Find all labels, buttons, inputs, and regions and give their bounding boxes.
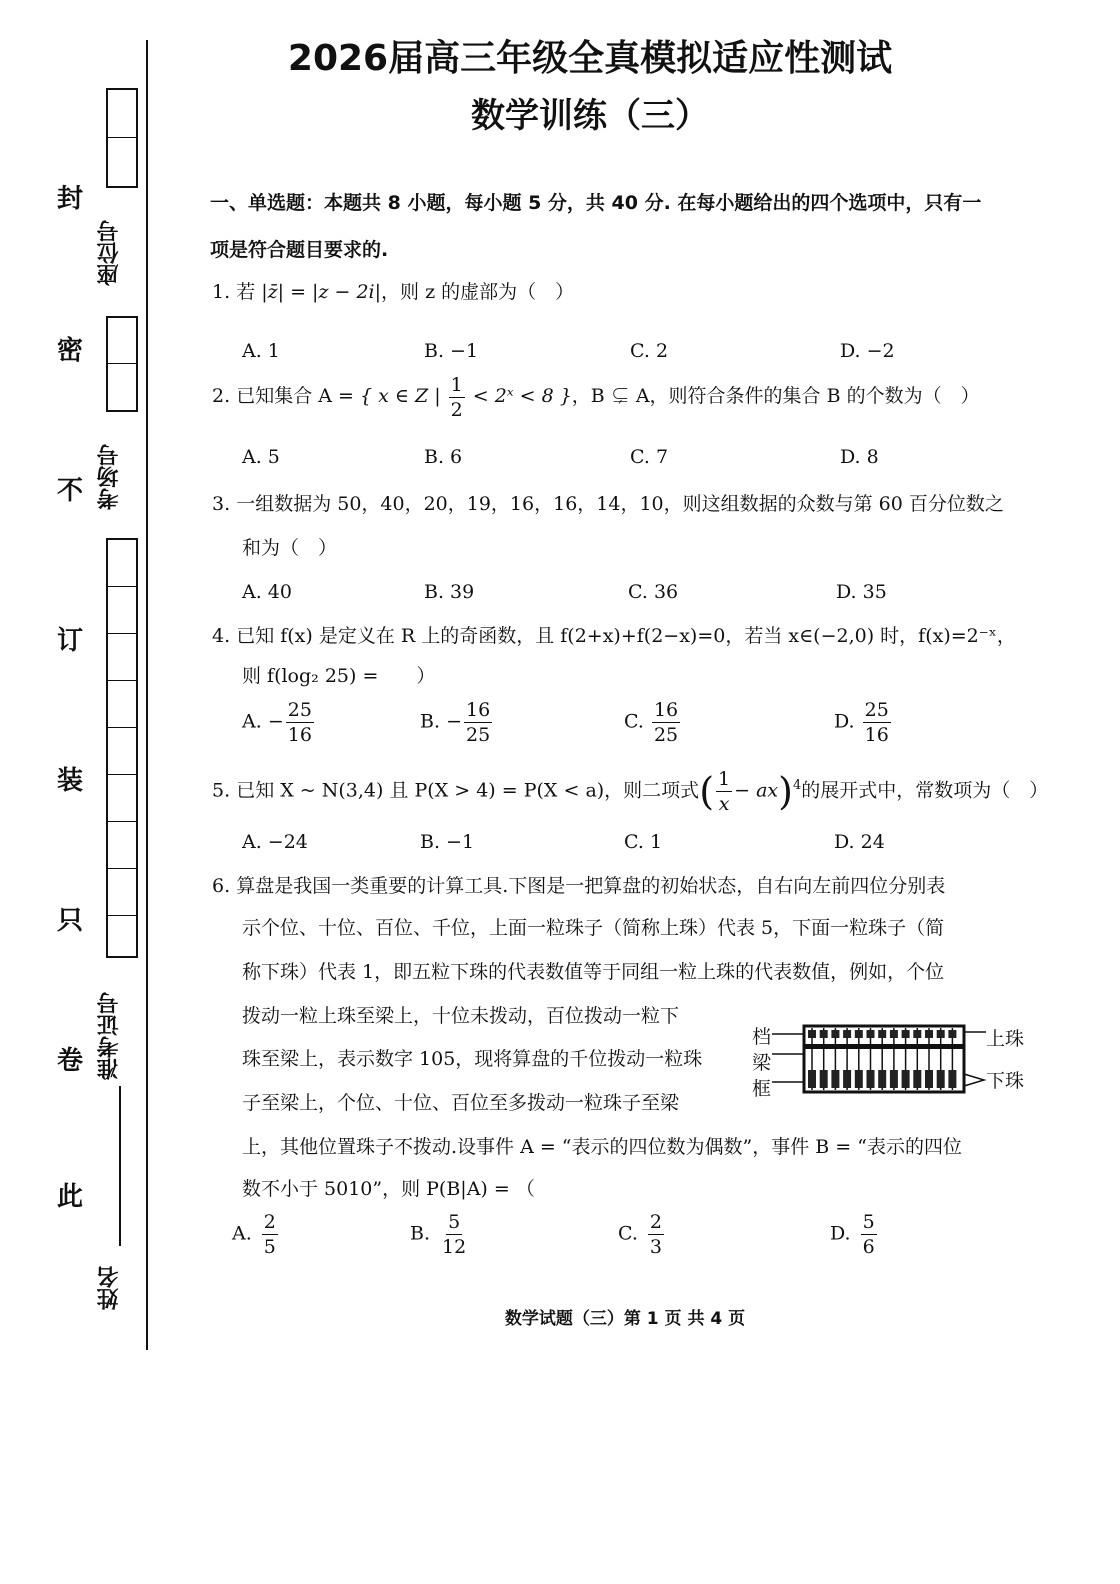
question-4-cont: 则 f(log₂ 25) = ） — [242, 665, 436, 687]
q3-option-c: C. 36 — [628, 581, 679, 603]
abacus-lower-bead — [925, 1070, 933, 1088]
question-number: 1. — [212, 281, 231, 303]
abacus-lower-bead — [855, 1070, 863, 1088]
seat-number-label: 座位号 — [97, 220, 122, 286]
exam-subtitle: 数学训练（三） — [471, 96, 709, 136]
q2-option-d: D. 8 — [840, 446, 879, 468]
q6-option-b: B. $\frac{5}{12}$ — [410, 1211, 467, 1258]
question-1: 1. 若 |z̄| = |z − 2i|，则 z 的虚部为（ ） — [212, 281, 575, 303]
abacus-label-beam: 梁 — [752, 1052, 772, 1074]
exam-room-box[interactable] — [106, 316, 138, 412]
abacus-lower-bead — [902, 1070, 910, 1088]
question-number: 6. — [212, 875, 231, 897]
abacus-upper-bead — [855, 1030, 863, 1038]
abacus-lower-bead — [867, 1070, 875, 1088]
abacus-lower-bead — [937, 1070, 945, 1088]
abacus-upper-bead — [867, 1030, 875, 1038]
q6-option-a: A. $\frac{2}{5}$ — [232, 1211, 276, 1258]
q5-option-d: D. 24 — [834, 831, 885, 853]
exam-room-label: 考场号 — [97, 444, 122, 510]
q1-option-c: C. 2 — [630, 340, 669, 362]
abacus-lower-bead — [878, 1070, 886, 1088]
seal-char: 密 — [56, 336, 83, 366]
q3-option-b: B. 39 — [424, 581, 475, 603]
question-number: 3. — [212, 493, 231, 515]
name-label: 姓名 — [97, 1266, 122, 1310]
q5-option-c: C. 1 — [624, 831, 663, 853]
section-heading: 一、单选题：本题共 8 小题，每小题 5 分，共 40 分. 在每小题给出的四个选项中，只有一 — [210, 192, 982, 214]
exam-id-label: 准考证号 — [97, 992, 122, 1080]
q2-option-b: B. 6 — [424, 446, 463, 468]
exam-id-underline — [119, 1086, 121, 1246]
q4-option-c: C. $\frac{16}{25}$ — [624, 699, 679, 746]
abacus-upper-bead — [843, 1030, 851, 1038]
abacus-lower-bead — [808, 1070, 816, 1088]
seal-char: 装 — [56, 766, 83, 796]
abacus-upper-bead — [890, 1030, 898, 1038]
seal-char: 封 — [56, 184, 83, 214]
question-3-cont: 和为（ ） — [242, 537, 338, 559]
abacus-figure — [772, 1018, 988, 1102]
question-number: 5. — [212, 779, 231, 802]
binding-line — [146, 40, 148, 1350]
abacus-upper-bead — [820, 1030, 828, 1038]
abacus-upper-bead — [878, 1030, 886, 1038]
section-heading-cont: 项是符合题目要求的. — [210, 239, 389, 261]
abacus-lower-bead — [843, 1070, 851, 1088]
question-6-line: 上，其他位置珠子不拨动.设事件 A = “表示的四位数为偶数”，事件 B = “表示的四位 — [242, 1136, 962, 1158]
question-2: 2. 已知集合 A = { x ∈ Z | $\frac{1}{2}$ < 2ˣ < 8 }，B ⊊ A，则符合条件的集合 B 的个数为（ ） — [212, 373, 980, 421]
q6-option-c: C. $\frac{2}{3}$ — [618, 1211, 662, 1258]
q4-option-a: A. − $\frac{25}{16}$ — [242, 699, 312, 746]
abacus-lower-bead — [913, 1070, 921, 1088]
q3-option-d: D. 35 — [836, 581, 887, 603]
q3-option-a: A. 40 — [242, 581, 292, 603]
q1-option-b: B. −1 — [424, 340, 479, 362]
seal-char: 此 — [56, 1182, 83, 1212]
abacus-label-rod: 档 — [752, 1026, 772, 1048]
question-6-line: 珠至梁上，表示数字 105，现将算盘的千位拨动一粒珠 — [242, 1048, 703, 1070]
question-6-line: 拨动一粒上珠至梁上，十位未拨动，百位拨动一粒下 — [242, 1005, 680, 1027]
q1-option-a: A. 1 — [242, 340, 280, 362]
abacus-lower-bead — [890, 1070, 898, 1088]
question-3: 3. 一组数据为 50，40，20，19，16，16，14，10，则这组数据的众数与第 60 百分位数之 — [212, 493, 1004, 515]
question-number: 2. — [212, 385, 231, 407]
exam-id-box[interactable] — [106, 538, 138, 958]
q5-option-b: B. −1 — [420, 831, 475, 853]
abacus-upper-bead — [948, 1030, 956, 1038]
abacus-lower-bead — [831, 1070, 839, 1088]
seal-char: 卷 — [56, 1046, 83, 1076]
q4-option-b: B. − $\frac{16}{25}$ — [420, 699, 491, 746]
q6-option-d: D. $\frac{5}{6}$ — [830, 1211, 875, 1258]
question-6-line: 示个位、十位、百位、千位，上面一粒珠子（简称上珠）代表 5，下面一粒珠子（简 — [242, 917, 945, 939]
abacus-upper-bead — [937, 1030, 945, 1038]
question-6: 6. 算盘是我国一类重要的计算工具.下图是一把算盘的初始状态，自右向左前四位分别表 — [212, 875, 946, 897]
abacus-upper-bead — [913, 1030, 921, 1038]
question-6-line: 子至梁上，个位、十位、百位至多拨动一粒珠子至梁 — [242, 1092, 680, 1114]
math-expression: |z̄| = |z − 2i| — [261, 281, 382, 303]
abacus-upper-bead — [808, 1030, 816, 1038]
q5-option-a: A. −24 — [242, 831, 308, 853]
abacus-lower-bead — [948, 1070, 956, 1088]
question-4: 4. 已知 f(x) 是定义在 R 上的奇函数，且 f(2+x)+f(2−x)=0，若当 x∈(−2,0) 时，f(x)=2⁻ˣ， — [212, 625, 1016, 647]
abacus-upper-bead — [831, 1030, 839, 1038]
page-footer: 数学试题（三）第 1 页 共 4 页 — [504, 1309, 746, 1329]
q4-option-d: D. $\frac{25}{16}$ — [834, 699, 889, 746]
abacus-upper-bead — [902, 1030, 910, 1038]
seal-char: 订 — [56, 626, 83, 656]
seal-char: 不 — [56, 476, 83, 506]
q2-option-c: C. 7 — [630, 446, 669, 468]
abacus-lower-bead — [820, 1070, 828, 1088]
question-number: 4. — [212, 625, 231, 647]
abacus-upper-bead — [925, 1030, 933, 1038]
q1-option-d: D. −2 — [840, 340, 895, 362]
abacus-label-upper-bead: 上珠 — [986, 1028, 1025, 1050]
exam-title: 2026届高三年级全真模拟适应性测试 — [287, 38, 893, 79]
q2-option-a: A. 5 — [242, 446, 280, 468]
question-5: 5. 已知 X ~ N(3,4) 且 P(X > 4) = P(X < a)，则二项式( $\frac{1}{x}$ − ax)$^4$的展开式中，常数项为（ ） — [212, 767, 1049, 815]
abacus-label-frame: 框 — [752, 1078, 772, 1100]
seal-char: 只 — [56, 906, 83, 936]
question-6-line: 数不小于 5010”，则 P(B|A) = （ — [242, 1178, 535, 1200]
abacus-label-lower-bead: 下珠 — [986, 1070, 1025, 1092]
question-6-line: 称下珠）代表 1，即五粒下珠的代表数值等于同组一粒上珠的代表数值，例如，个位 — [242, 961, 945, 983]
